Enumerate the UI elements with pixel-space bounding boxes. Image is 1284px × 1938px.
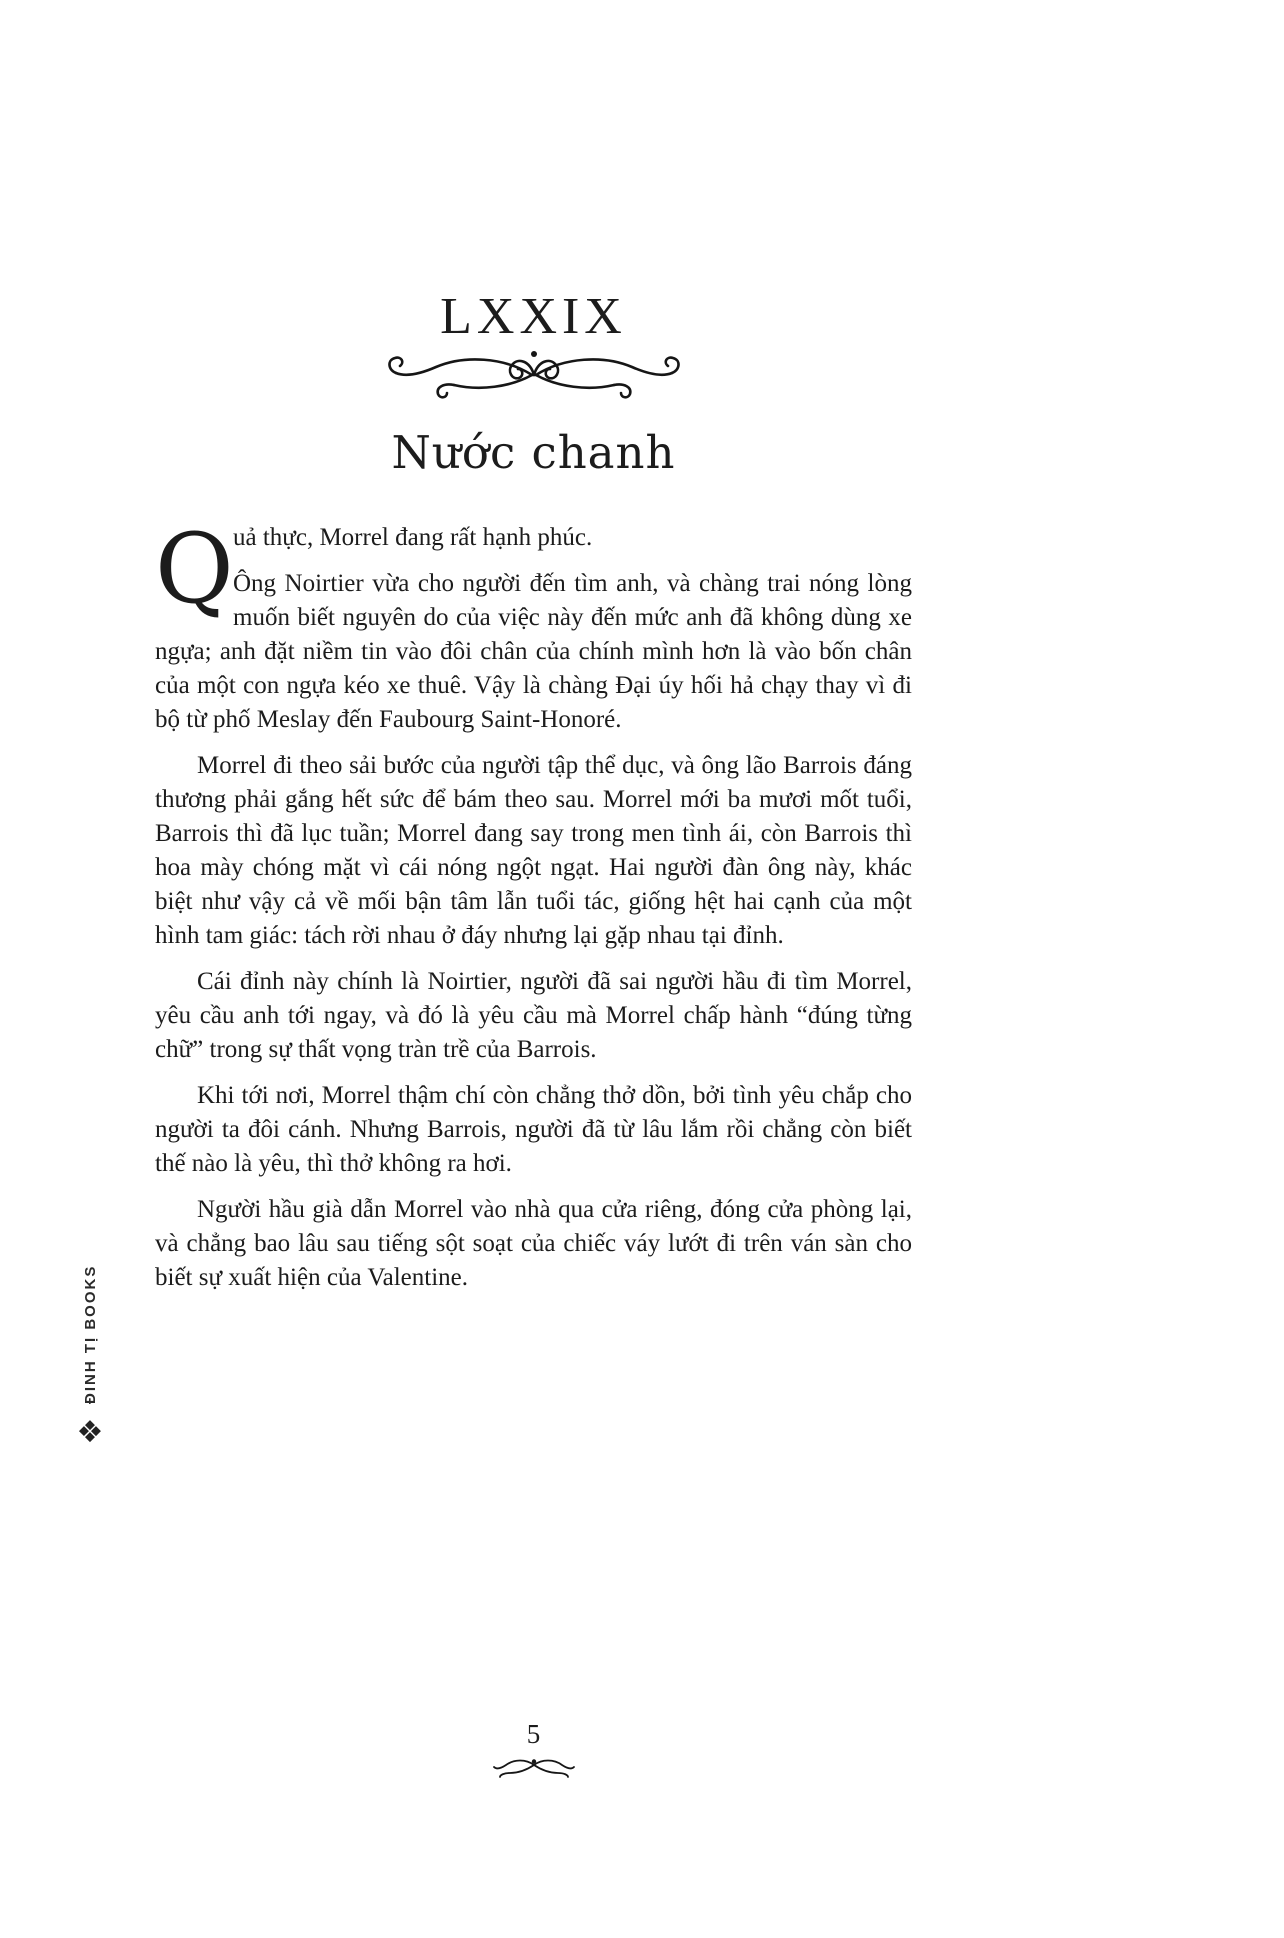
page-footer xyxy=(155,1718,912,1780)
paragraph: Ông Noirtier vừa cho người đến tìm anh, và chàng trai nóng lòng muốn biết nguyên do của việc này đến mức anh đã không dùng xe ngựa; anh đặt niềm tin vào đôi chân của chính mình hơn là vào bốn chân của một con ngựa kéo xe thuê. Vậy là chàng Đại úy hối hả chạy thay vì đi bộ từ phố Meslay đến Faubourg Saint-Honoré. xyxy=(155,569,912,733)
footer-ornament-icon xyxy=(155,1756,912,1780)
paragraph: Morrel đi theo sải bước của người tập thể dục, và ông lão Barrois đáng thương phải gắng hết sức để bám theo sau. Morrel mới ba mươi mốt tuổi, Barrois thì đã lục tuần; Morrel đang say trong men tình ái, còn Barrois thì hoa mày chóng mặt vì cái nóng ngột ngạt. Hai người đàn ông này, khác biệt như vậy cả về mối bận tâm lẫn tuổi tác, giống hệt hai cạnh của một hình tam giác: tách rời nhau ở đáy nhưng lại gặp nhau tại đỉnh. xyxy=(155,751,912,949)
publisher-logo-icon: ❖ xyxy=(76,1415,104,1450)
paragraph-text: uả thực, Morrel đang rất hạnh phúc. xyxy=(233,523,593,551)
chapter-ornament-icon xyxy=(384,347,684,405)
drop-cap: Q xyxy=(155,512,234,625)
publisher-mark xyxy=(70,1262,110,1448)
body-text xyxy=(155,512,912,1295)
chapter-title: Nước chanh xyxy=(391,426,676,480)
paragraph: Khi tới nơi, Morrel thậm chí còn chẳng thở dồn, bởi tình yêu chắp cho người ta đôi cánh. Nhưng Barrois, người đã từ lâu lắm rồi chẳng còn biết thế nào là yêu, thì thở không ra hơi. xyxy=(155,1081,912,1177)
paragraph: Người hầu già dẫn Morrel vào nhà qua cửa riêng, đóng cửa phòng lại, và chẳng bao lâu sau tiếng sột soạt của chiếc váy lướt đi trên ván sàn cho biết sự xuất hiện của Valentine. xyxy=(155,1195,912,1291)
page-number: 5 xyxy=(526,1719,541,1749)
paragraph xyxy=(155,512,912,625)
chapter-number: LXXIX xyxy=(440,288,627,345)
text-column xyxy=(155,0,912,1307)
publisher-name: ĐINH TỊ BOOKS xyxy=(81,1264,99,1404)
paragraph: Cái đỉnh này chính là Noirtier, người đã sai người hầu đi tìm Morrel, yêu cầu anh tới ngay, và đó là yêu cầu mà Morrel chấp hành “đúng từng chữ” trong sự thất vọng tràn trề của Barrois. xyxy=(155,967,912,1063)
